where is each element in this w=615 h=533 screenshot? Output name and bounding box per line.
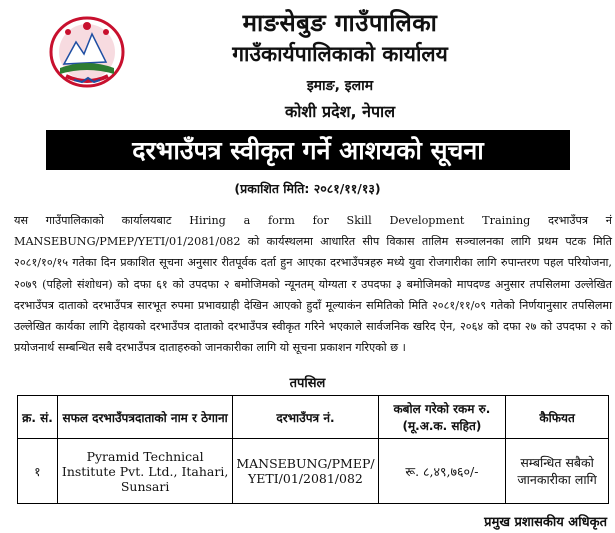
nepal-government-emblem bbox=[44, 12, 130, 92]
header-remarks: कैफियत bbox=[506, 396, 609, 439]
office-name: गाउँकार्यपालिकाको कार्यालय bbox=[232, 42, 448, 66]
table-header-row bbox=[18, 396, 609, 439]
bidder-table bbox=[17, 395, 609, 504]
municipality-name: माङसेबुङ गाउँपालिका bbox=[242, 9, 438, 37]
cell-remarks: सम्बन्धित सबैको जानकारीका लागि bbox=[506, 439, 609, 504]
header-sn: क्र. सं. bbox=[18, 396, 58, 439]
published-date: (प्रकाशित मिति: २०८१/११/१३) bbox=[234, 181, 381, 196]
table-row bbox=[18, 439, 609, 504]
notice-title-banner: दरभाउँपत्र स्वीकृत गर्ने आशयको सूचना bbox=[46, 130, 570, 170]
table-title: तपसिल bbox=[289, 376, 326, 391]
office-place: इमाङ, इलाम bbox=[306, 78, 374, 94]
cell-bid-no: MANSEBUNG/PMEP/ YETI/01/2081/082 bbox=[233, 439, 378, 504]
cell-amount: रू. ८,४९,७६०/- bbox=[378, 439, 506, 504]
signature-designation: प्रमुख प्रशासकीय अधिकृत bbox=[484, 515, 607, 530]
header-bid-no: दरभाउँपत्र नं. bbox=[233, 396, 378, 439]
province-name: कोशी प्रदेश, नेपाल bbox=[284, 102, 396, 121]
cell-bidder: Pyramid Technical Institute Pvt. Ltd., Itahari, Sunsari bbox=[57, 439, 232, 504]
notice-body: यस गाउँपालिकाको कार्यालयबाट Hiring a form for Skill Development Training दरभाउँपत्र नं MANSEBUNG/PMEP/YETI/01/2081/082 को कार्यस्थलमा आधारित सीप विकास तालिम सञ्चालनका लागि प्रथम पटक मिति २०८१/१०/१५ गतेका दिन प्रकाशित सूचना अनुसार रीतपूर्वक दर्ता हुन आएका दरभाउँपत्रहरु मध्ये युवा रोजगारीका लागि रुपान्तरण पहल परियोजना, २०७९ (पहिलो संशोधन) को दफा ६१ को उपदफा २ बमोजिमको न्यूनतम् योग्यता र उपदफा ३ बमोजिमको मापदण्ड अनुसार तपसिलमा उल्लेखित दरभाउँपत्र दाताको दरभाउँपत्र सारभूत रुपमा प्रभावग्राही देखिन आएको हुदाँ मूल्याकंन समितिको मिति २०८१/११/०९ गतेको निर्णयानुसार तपसिलमा उल्लेखित कार्यका लागि देहायको दरभाउँपत्र दाताको दरभाउँपत्र स्वीकृत गरिने भएकाले सार्वजनिक खरिद ऐन, २०६४ को दफा २७ को उपदफा २ को प्रयोजनार्थ सम्बन्धित सबै दरभाउँपत्र दाताहरुको जानकारीका लागि यो सूचना प्रकाशन गरिएको छ । bbox=[14, 214, 612, 355]
header-amount: कबोल गरेको रकम रु. (मू.अ.क. सहित) bbox=[378, 396, 506, 439]
header-bidder: सफल दरभाउँपत्रदाताको नाम र ठेगाना bbox=[57, 396, 232, 439]
cell-sn: १ bbox=[18, 439, 58, 504]
